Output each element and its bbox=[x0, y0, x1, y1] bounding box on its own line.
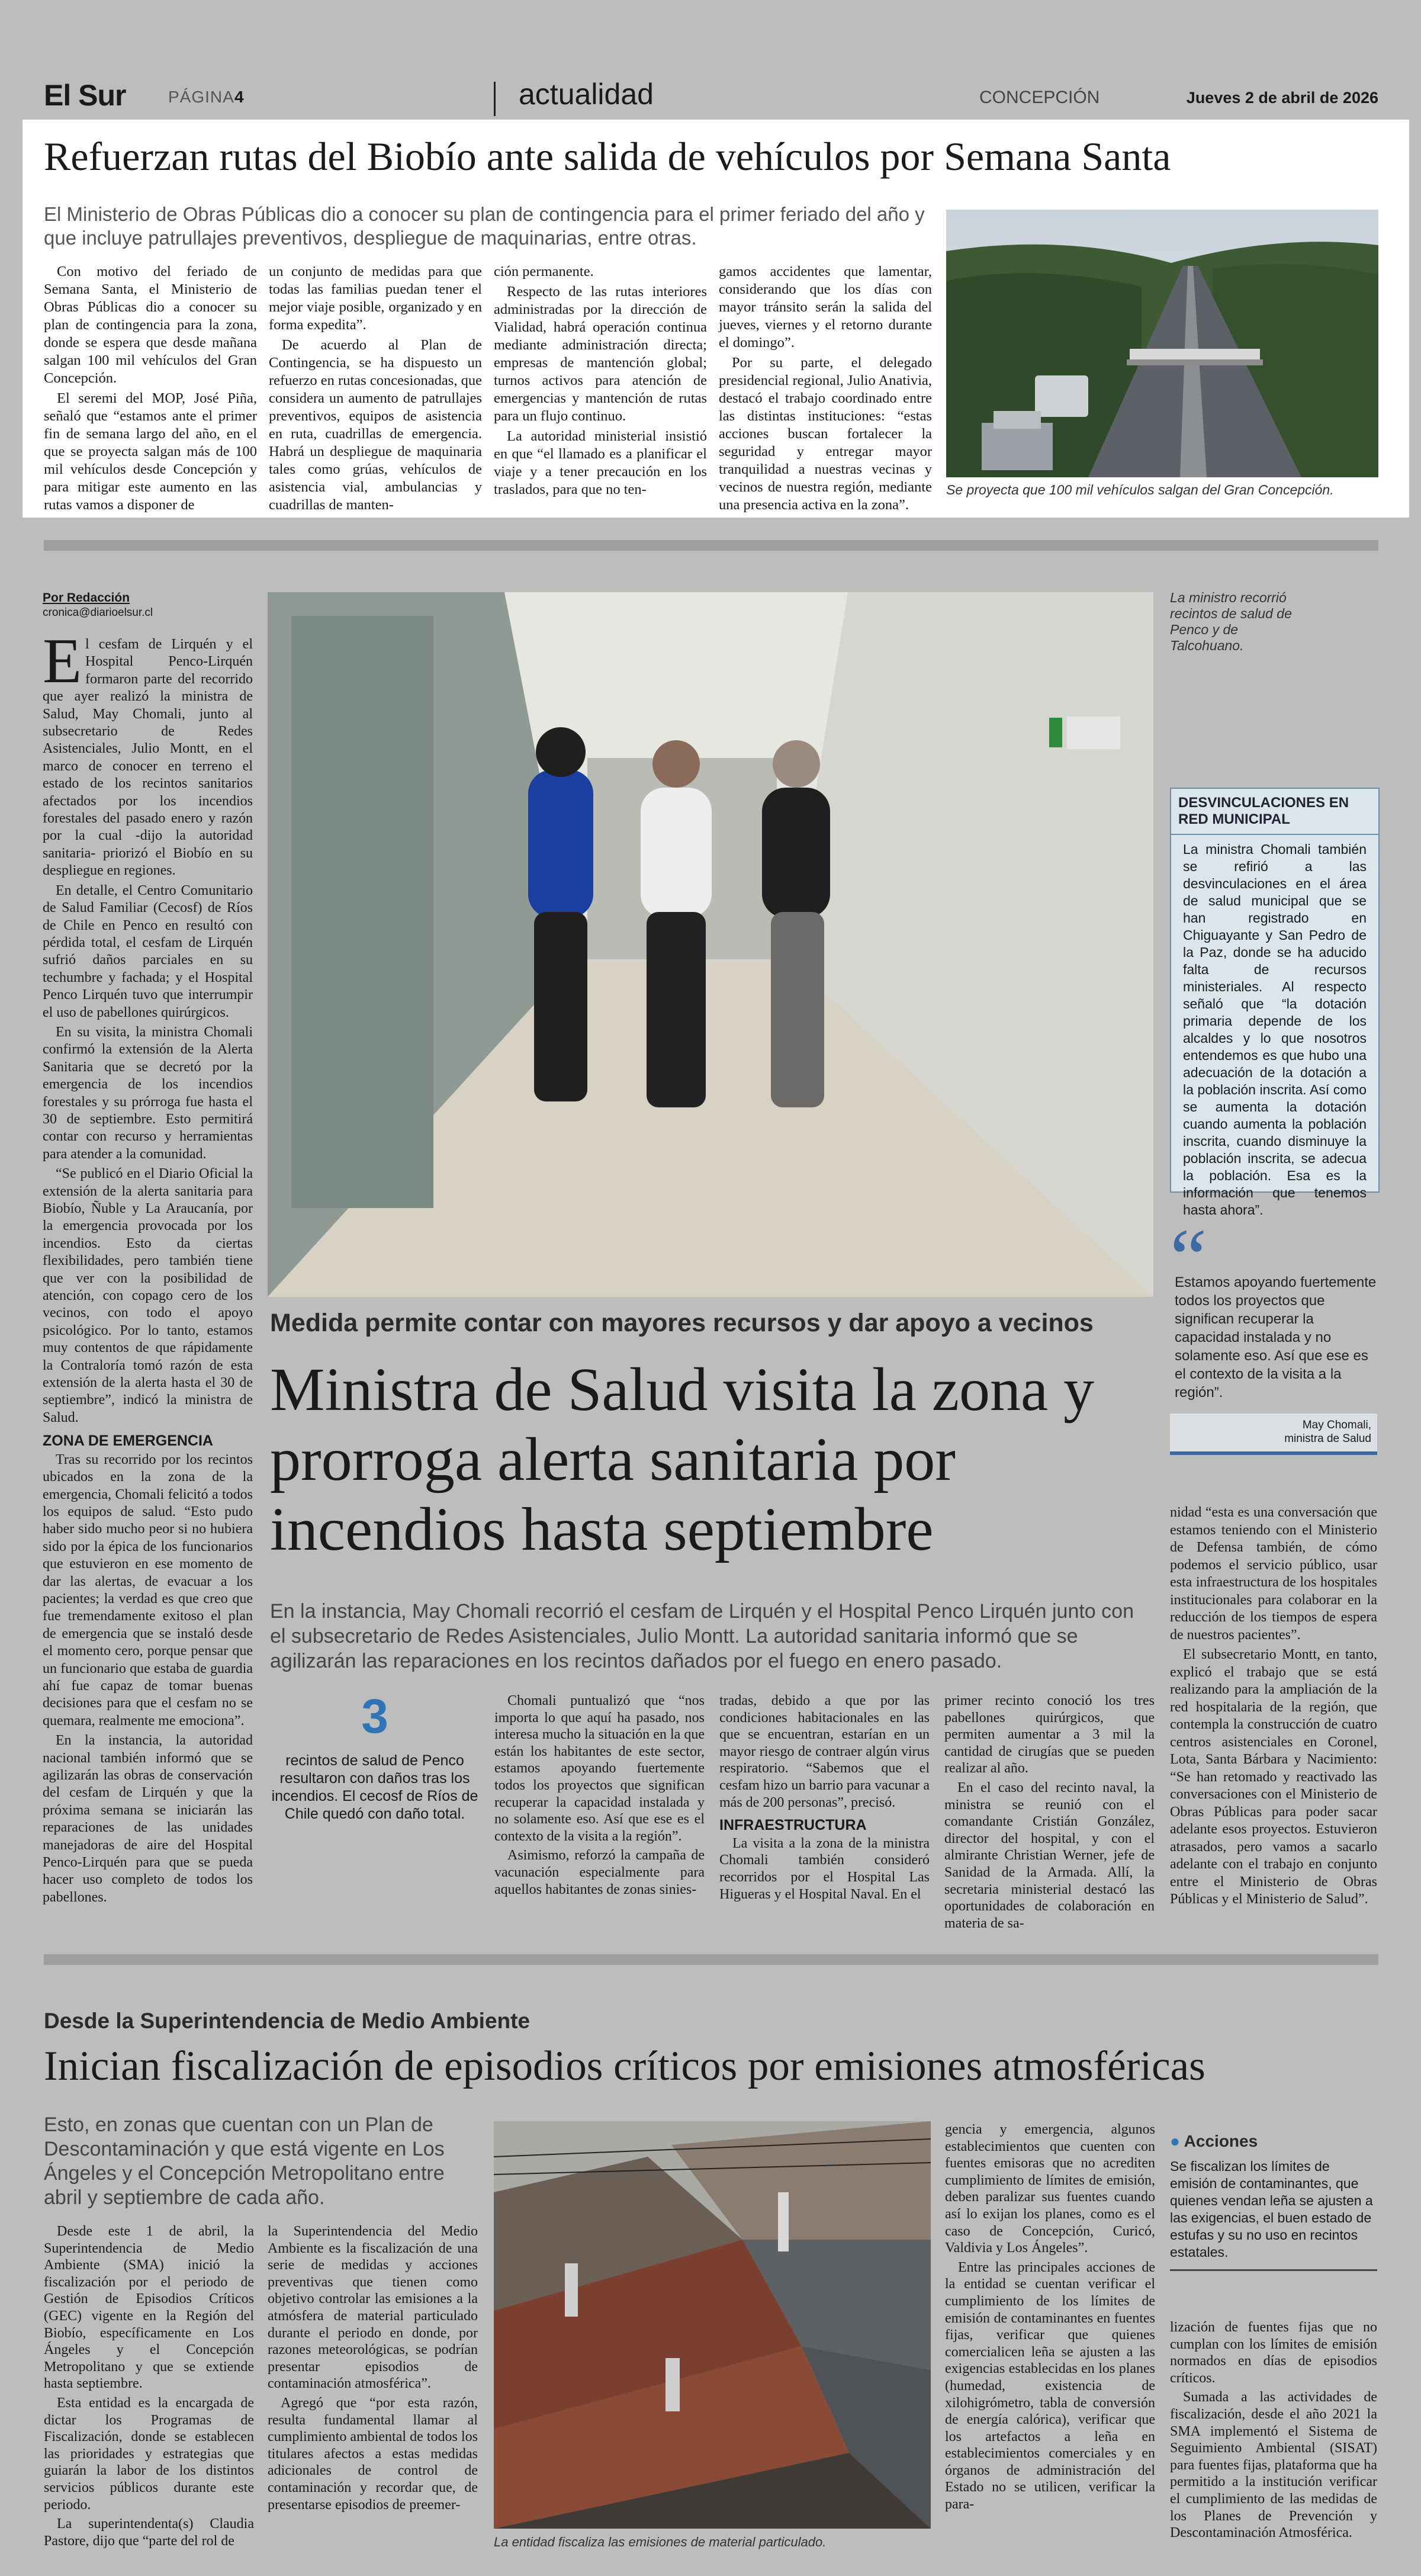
highway-photo bbox=[946, 210, 1378, 477]
acciones-title bbox=[1170, 2132, 1377, 2151]
article-lead: El Ministerio de Obras Públicas dio a conocer su plan de contingencia para el primer feriado del año y que incluye patrullajes preventivos, despliegue de maquinarias, entre otras. bbox=[44, 203, 925, 249]
paragraph: Con motivo del feriado de Semana Santa, el Ministerio de Obras Públicas dio a conocer su plan de contingencia para la zona, donde se espera que desde mañana salgan 100 mil vehículos del Gran Concepción. bbox=[44, 264, 257, 386]
quote-author-role: ministra de Salud bbox=[1284, 1432, 1371, 1445]
quote-author bbox=[1170, 1414, 1377, 1455]
sidebar-box-text: La ministra Chomali también se refirió a las desvinculaciones en el área de salud municipal que se han registrado en Chiguayante y San Pedro de la Paz, donde se ha aducido falta de recursos ministeriales. Al respecto señaló que “la dotación primaria depende de los alcaldes y lo que nosotros entendemos es que hubo una adecuación de la dotación a la población inscrita. Así como se aumenta la dotación cuando aumenta la población inscrita, cuando disminuye la población inscrita, se adecua la población. Esa es la información que tenemos hasta ahora”. bbox=[1183, 841, 1367, 1218]
article-title: Ministra de Salud visita la zona y prorroga alerta sanitaria por incendios hasta septiembre bbox=[270, 1356, 1095, 1563]
article-col-1 bbox=[44, 263, 257, 516]
stat-text: recintos de salud de Penco resultaron con daños tras los incendios. El cecosf de Ríos de Chile quedó con daño total. bbox=[271, 1752, 478, 1822]
article-col-4 bbox=[719, 263, 932, 516]
masthead-divider bbox=[494, 82, 496, 116]
paragraph: ción permanente. bbox=[494, 264, 594, 280]
paragraph: primer recinto conoció los tres pabellones quirúrgicos, que permiten aumentar a 3 mil la cantidad de cirugías que se pueden realizar al año. bbox=[944, 1693, 1155, 1777]
article3-col-2 bbox=[268, 2223, 478, 2516]
paragraph: En su visita, la ministra Chomali confirmó la extensión de la Alerta Sanitaria que se decretó por la emergencia de los incendios forestales y su prórroga fue hasta el 30 de septiembre. Esto permitirá contar con recurso y herramientas para atender a la comunidad. bbox=[43, 1024, 253, 1162]
article-col-3 bbox=[494, 263, 707, 501]
acciones-title-text: Acciones bbox=[1184, 2132, 1258, 2150]
acciones-text: Se fiscalizan los límites de emisión de contaminantes, que quienes vendan leña se ajusten a las exigencias, el buen estado de estufas y su no uso en recintos estatales. bbox=[1170, 2159, 1373, 2260]
photo-caption: La ministro recorrió recintos de salud de Penco y de Talcohuano. bbox=[1170, 590, 1292, 653]
article3-col-3 bbox=[945, 2121, 1155, 2516]
photo-caption: Se proyecta que 100 mil vehículos salgan del Gran Concepción. bbox=[946, 482, 1334, 497]
paragraph: La autoridad ministerial insistió en que “el llamado es a planificar el viaje y a tener precaución en los traslados, para que no ten- bbox=[494, 428, 707, 497]
paper-name: El Sur bbox=[44, 79, 126, 112]
article2-col-c bbox=[944, 1692, 1155, 1934]
article2-col-b bbox=[719, 1692, 930, 1905]
paragraph: Asimismo, reforzó la campaña de vacunación especialmente para aquellos habitantes de zonas sinies- bbox=[494, 1848, 705, 1897]
paragraph: Por su parte, el delegado presidencial regional, Julio Anativia, destacó el trabajo coordinado entre las distintas instituciones: “estas acciones buscan fortalecer la seguridad y entregar mayor tranquilidad a nuestras vecinas y vecinos de nuestra región, mediante una presencia activa en la zona”. bbox=[719, 355, 932, 513]
bullet-icon: ● bbox=[1170, 2132, 1180, 2150]
page-label: PÁGINA bbox=[168, 88, 234, 106]
article3-col-4 bbox=[1170, 2319, 1377, 2544]
stat-number: 3 bbox=[361, 1690, 388, 1743]
page-number: 4 bbox=[234, 88, 244, 106]
paragraph: El subsecretario Montt, en tanto, explicó el trabajo que se está realizando para la ampliación de la red hospitalaria de la región, que contempla la construcción de cuatro centros asistenciales en Coronel, Lota, Santa Bárbara y Nacimiento: “Se han retomado y reactivado las conversaciones con el Ministerio de Obras Públicas para poder sacar adelante esos proyectos. Estuvieron atrasados, pero vamos a sacarlo adelante con el trabajo en conjunto entre el Ministerio de Obras Públicas y el Ministerio de Salud”. bbox=[1170, 1647, 1377, 1907]
paragraph: lización de fuentes fijas que no cumplan con los límites de emisión normados en días de episodios críticos. bbox=[1170, 2320, 1377, 2386]
article3-col-1 bbox=[44, 2223, 254, 2552]
acciones-box bbox=[1170, 2132, 1377, 2271]
subheading: ZONA DE EMERGENCIA bbox=[43, 1432, 213, 1450]
subheading: INFRAESTRUCTURA bbox=[719, 1817, 867, 1834]
paragraph: Tras su recorrido por los recintos ubicados en la zona de la emergencia, Chomali felicitó a todos los equipos de salud. “Esto pudo haber sido mucho peor si no hubiera sido por la épica de los funcionarios que estuvieron en ese momento de dar las alertas, de evacuar a los pacientes; la verdad es que creo que fue tremendamente exitoso el plan de emergencia que se instaló desde el momento cero, porque pensar que un funcionario que estaba de guardia ahí fue capaz de tomar buenas decisiones para que el cesfam no se quemara, realmente me emociona”. bbox=[43, 1451, 253, 1729]
byline: Por Redacción bbox=[43, 591, 130, 605]
article2-col-a bbox=[494, 1692, 705, 1900]
paragraph: El cesfam de Lirquén y el Hospital Penco-Lirquén formaron parte del recorrido que ayer realizó la ministra de Salud, May Chomali, junto al subsecretario de Redes Asistenciales, Julio Montt, en el marco de conocer en terreno el estado de los recintos sanitarios afectados por los incendios forestales del pasado enero y razón por la cual -dijo la autoridad sanitaria- priorizó el Biobío en su despliegue en regiones. bbox=[43, 626, 253, 879]
pull-quote bbox=[1170, 1212, 1377, 1455]
article-title: Refuerzan rutas del Biobío ante salida de vehículos por Semana Santa bbox=[44, 134, 1171, 179]
quote-mark-icon: “ bbox=[1170, 1212, 1207, 1304]
rooftops-photo bbox=[494, 2121, 931, 2529]
article2-col-d bbox=[1170, 1504, 1377, 1911]
section-divider bbox=[44, 1954, 1378, 1965]
article-mop bbox=[22, 120, 1409, 518]
paragraph: La superintendenta(s) Claudia Pastore, dijo que “parte del rol de bbox=[44, 2516, 254, 2549]
date: Jueves 2 de abril de 2026 bbox=[1186, 89, 1378, 107]
photo-caption: La entidad fiscaliza las emisiones de material particulado. bbox=[494, 2535, 827, 2549]
stat-box bbox=[270, 1692, 480, 1823]
article2-left-column bbox=[43, 626, 253, 1909]
paragraph: En detalle, el Centro Comunitario de Salud Familiar (Cecosf) de Ríos de Chile en Penco en resultó con pérdida total, el cesfam de Lirquén sufrió daños parciales en su techumbre y fachada; y el Hospital Penco Lirquén tuvo que interrumpir el uso de pabellones quirúrgicos. bbox=[43, 882, 253, 1020]
paragraph: En el caso del recinto naval, la ministra se reunió con el comandante Cristián González, director del hospital, y con el almirante Christian Werner, jefe de Sanidad de la Armada. Allí, la secretaria ministerial destacó las oportunidades de colaboración en materia de sa- bbox=[944, 1780, 1155, 1931]
paragraph: la Superintendencia del Medio Ambiente es la fiscalización de una serie de medidas y acciones preventivas que tienen como objetivo controlar las emisiones a la atmósfera de material particulado durante el periodo en donde, por razones meteorológicas, se podrían presentar episodios de contaminación atmosférica”. bbox=[268, 2224, 478, 2392]
paragraph: tradas, debido a que por las condiciones habitacionales en las que se encuentran, estarían en un mayor riesgo de contraer algún virus respiratorio. “Sabemos que el cesfam hizo un barrio para vacunar a más de 200 personas”, precisó. bbox=[719, 1693, 930, 1810]
paragraph: Desde este 1 de abril, la Superintendencia de Medio Ambiente (SMA) inició la fiscalización por el periodo de Gestión de Episodios Críticos (GEC) vigente en la Región del Biobío, específicamente en Los Ángeles y el Concepción Metropolitano y que se extiende hasta septiembre. bbox=[44, 2224, 254, 2392]
article-lead: En la instancia, May Chomali recorrió el cesfam de Lirquén y el Hospital Penco Lirquén junto con el subsecretario de Redes Asistenciales, Julio Montt. La autoridad sanitaria informó que se agilizarán las reparaciones en los recintos dañados por el fuego en enero pasado. bbox=[270, 1600, 1134, 1672]
sidebar-box-title: DESVINCULACIONES EN RED MUNICIPAL bbox=[1171, 789, 1378, 835]
byline-email: cronica@diarioelsur.cl bbox=[43, 606, 153, 619]
quote-text: Estamos apoyando fuertemente todos los proyectos que significan recuperar la capacidad instalada y no solamente eso. Así que ese es el contexto de la visita a la región”. bbox=[1175, 1274, 1377, 1401]
article-lead: Esto, en zonas que cuentan con un Plan de Descontaminación y que está vigente en Los Ángeles y el Concepción Metropolitano entre abril y septiembre de cada año. bbox=[44, 2114, 445, 2209]
paragraph: Entre las principales acciones de la entidad se cuentan verificar el cumplimiento de los límites de emisión de contaminantes en fuentes fijas, verificar que quienes comercialicen leña se ajusten a las exigencias establecidas en los planes (humedad, existencia de xilohigrómetro, tabla de conversión de energía calórica), verificar que los artefactos a leña en establecimientos comerciales y en órganos de administración del Estado no se utilicen, verificar la para- bbox=[945, 2259, 1155, 2513]
paragraph: Chomali puntualizó que “nos importa lo que aquí ha pasado, nos interesa mucho la situación en la que están los habitantes de este sector, estamos apoyando fuertemente todos los proyectos que significan recuperar la capacidad instalada y no solamente eso. Así que ese es el contexto de la visita a la región”. bbox=[494, 1693, 705, 1844]
paragraph: En la instancia, la autoridad nacional también informó que se agilizarán las obras de conservación del cesfam de Lirquén y que la próxima semana se iniciarán las reparaciones de las unidades manejadoras de aire del Hospital Penco-Lirquén para que se pueda hacer uso completo de todos los pabellones. bbox=[43, 1733, 253, 1905]
masthead bbox=[44, 76, 1378, 117]
article-kicker: Desde la Superintendencia de Medio Ambiente bbox=[44, 2009, 531, 2033]
article-title: Inician fiscalización de episodios críticos por emisiones atmosféricas bbox=[44, 2043, 1205, 2089]
paragraph: “Se publicó en el Diario Oficial la extensión de la alerta sanitaria para Biobío, Ñuble y La Araucanía, por la emergencia provocada por los incendios. Esto da ciertas flexibilidades, pero también tiene que ver con la posibilidad de atención, con copago cero de los vecinos, con todo el apoyo psicológico. Por lo tanto, estamos muy contentos de que rápidamente la Contraloría tomó razón de esta extensión de la alerta hasta el 30 de septiembre”, indicó la ministra de Salud. bbox=[43, 1166, 253, 1425]
paragraph: un conjunto de medidas para que todas las familias puedan tener el mejor viaje posible, organizado y en forma expedita”. bbox=[269, 264, 482, 333]
quote-author-name: May Chomali, bbox=[1302, 1419, 1371, 1431]
hospital-photo bbox=[268, 592, 1153, 1297]
section-divider bbox=[44, 540, 1378, 551]
paragraph: Sumada a las actividades de fiscalización, desde el año 2021 la SMA implementó el Sistema de Seguimiento Ambiental (SISAT) para fuentes fijas, plataforma que ha permitido a la institución verificar el cumplimiento de las medidas de los Planes de Prevención y Descontaminación Atmosférica. bbox=[1170, 2389, 1377, 2541]
article-col-2 bbox=[269, 263, 482, 516]
city: CONCEPCIÓN bbox=[979, 88, 1100, 107]
paragraph: La visita a la zona de la ministra Chomali también consideró recorridos por el Hospital Las Higueras y el Hospital Naval. En el bbox=[719, 1835, 930, 1902]
article-kicker: Medida permite contar con mayores recursos y dar apoyo a vecinos bbox=[270, 1309, 1094, 1337]
sidebar-box bbox=[1170, 788, 1380, 1218]
paragraph: El seremi del MOP, José Piña, señaló que “estamos ante el primer fin de semana largo del año, en el que se proyecta salgan más de 100 mil vehículos desde Concepción y para mitigar este aumento en las rutas vamos a disponer de bbox=[44, 390, 257, 513]
paragraph: Respecto de las rutas interiores administradas por la dirección de Vialidad, habrá operación continua mediante administración directa; empresas de mantención global; turnos activos para atención de emergencias y mantención de rutas para un flujo continuo. bbox=[494, 284, 707, 424]
paragraph: gamos accidentes que lamentar, considerando que los días con mayor tránsito serán la salida del jueves, viernes y el retorno durante el domingo”. bbox=[719, 264, 932, 351]
section-name: actualidad bbox=[519, 78, 654, 111]
paragraph: Esta entidad es la encargada de dictar los Programas de Fiscalización, donde se establecen las prioridades y estrategias que guiarán la labor de los distintos servicios públicos durante este periodo. bbox=[44, 2395, 254, 2513]
paragraph: gencia y emergencia, algunos establecimientos que cuenten con fuentes emisoras que no acrediten cumplimiento de límites de emisión, deben paralizar sus fuentes cuando así lo exijan los planes, como es el caso de Concepción, Curicó, Valdivia y Los Ángeles”. bbox=[945, 2122, 1155, 2256]
paragraph: Agregó que “por esta razón, resulta fundamental llamar al cumplimiento ambiental de todos los titulares afectos a estas medidas adicionales de control de contaminación y recordar que, de presentarse episodios de preemer- bbox=[268, 2395, 478, 2513]
paragraph: De acuerdo al Plan de Contingencia, se ha dispuesto un refuerzo en rutas concesionadas, que considera un aumento de patrullajes preventivos, equipos de asistencia en ruta, cuadrillas de emergencia. Habrá un despliegue de maquinaria tales como grúas, vehículos de asistencia vial, ambulancias y cuadrillas de manten- bbox=[269, 337, 482, 513]
paragraph: nidad “esta es una conversación que estamos teniendo con el Ministerio de Defensa también, de cómo podemos el servicio público, usar esta infraestructura de los hospitales institucionales para colaborar en la reducción de los tiempos de espera de nuestros pacientes”. bbox=[1170, 1505, 1377, 1643]
